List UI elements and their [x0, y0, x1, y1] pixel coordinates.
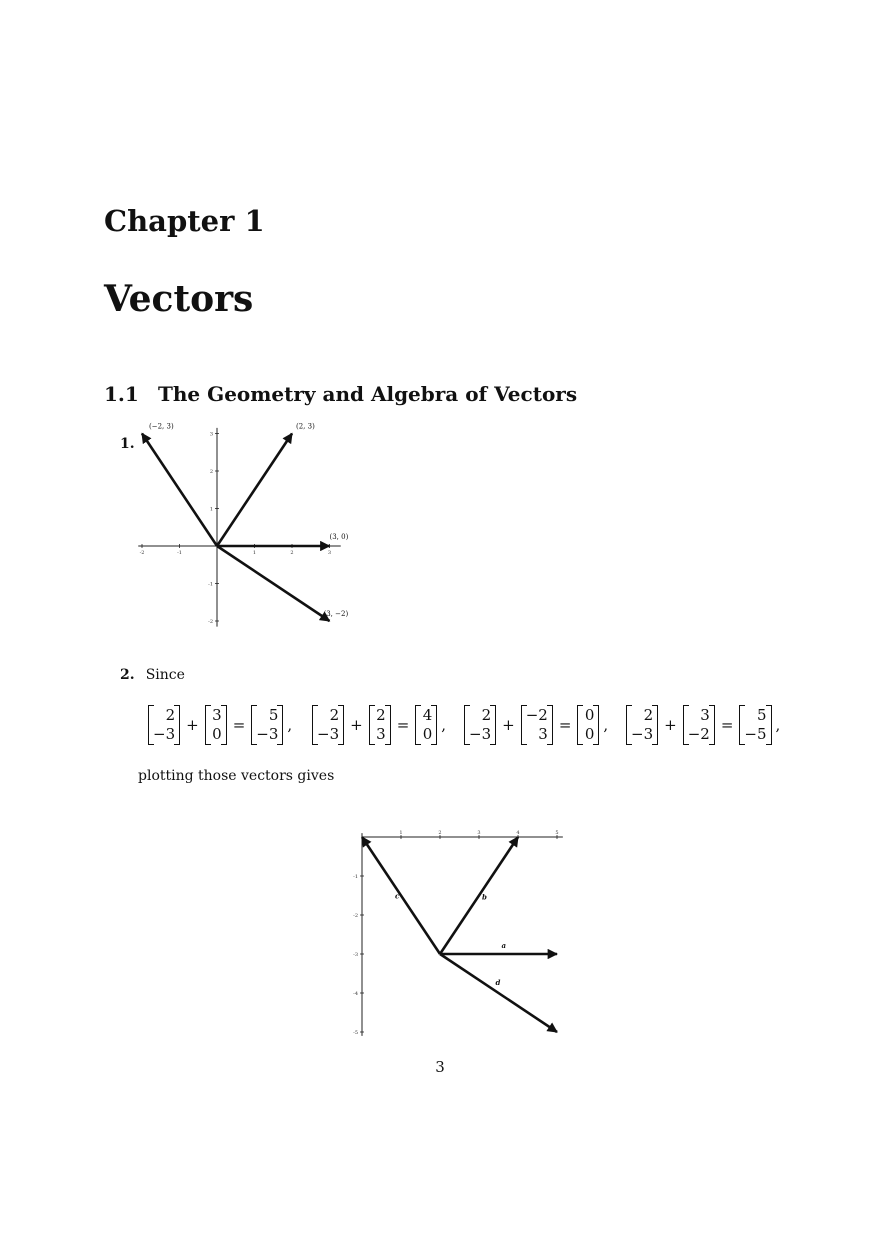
vector-arrow	[217, 434, 292, 547]
plus-sign: +	[502, 716, 515, 734]
exercise-2-intro-line	[120, 664, 185, 683]
vector-a: 2 −3	[312, 705, 344, 745]
exercise-1-chart	[130, 420, 360, 630]
plus-sign: +	[350, 716, 363, 734]
vector-arrow	[142, 431, 217, 547]
vector-arrow	[217, 546, 330, 621]
chapter-title: Vectors	[104, 278, 254, 320]
equation-1	[148, 700, 292, 750]
vector-label: c	[395, 891, 400, 901]
x-tick-label: 5	[555, 830, 559, 836]
comma: ,	[775, 716, 781, 734]
equation-4	[626, 700, 780, 750]
x-tick-label: 4	[516, 830, 520, 836]
vector-arrow	[440, 954, 557, 1032]
x-tick-label: 2	[438, 830, 442, 836]
y-tick-label: -2	[353, 913, 358, 919]
vector-arrow	[440, 837, 518, 954]
y-tick-label: -3	[353, 952, 358, 958]
chapter-heading: Chapter 1	[104, 204, 265, 238]
comma: ,	[603, 716, 609, 734]
vector-label: (−2, 3)	[149, 422, 174, 431]
x-tick-label: 3	[327, 550, 332, 556]
equals-sign: =	[558, 716, 572, 734]
equation-row	[144, 700, 844, 760]
exercise-2-chart	[340, 825, 570, 1040]
comma: ,	[441, 716, 447, 734]
vector-a: 2 −3	[626, 705, 658, 745]
equals-sign: =	[396, 716, 410, 734]
vector-sum: 0 0	[577, 705, 599, 745]
section-title: The Geometry and Algebra of Vectors	[158, 382, 578, 406]
x-tick-label: -1	[177, 550, 182, 556]
equation-3	[464, 700, 608, 750]
vector-sum: 5 −3	[251, 705, 283, 745]
y-tick-label: -2	[208, 619, 213, 625]
equation-2	[312, 700, 446, 750]
section-heading	[104, 382, 577, 406]
x-tick-label: 1	[399, 830, 403, 836]
vector-label: b	[482, 892, 487, 902]
y-tick-label: 1	[209, 506, 213, 513]
section-number: 1.1	[104, 382, 139, 406]
equals-sign: =	[232, 716, 246, 734]
vector-b: 2 3	[369, 705, 391, 745]
x-tick-label: 1	[252, 550, 257, 556]
vector-sum: 4 0	[415, 705, 437, 745]
vector-a: 2 −3	[464, 705, 496, 745]
x-tick-label: -2	[139, 550, 145, 556]
vector-b: 3 0	[205, 705, 227, 745]
vector-label: d	[495, 978, 501, 987]
vector-arrow	[362, 837, 440, 954]
exercise-1-label: 1.	[120, 436, 135, 452]
plus-sign: +	[664, 716, 677, 734]
vector-a: 2 −3	[148, 705, 180, 745]
exercise-2-outro: plotting those vectors gives	[138, 768, 335, 784]
y-tick-label: -5	[353, 1030, 358, 1036]
y-tick-label: 3	[209, 431, 213, 438]
vector-sum: 5 −5	[739, 705, 771, 745]
y-tick-label: 2	[209, 469, 213, 475]
y-tick-label: -1	[353, 874, 358, 880]
plus-sign: +	[186, 716, 199, 734]
vector-label: (2, 3)	[296, 422, 315, 431]
vector-b: −2 3	[521, 705, 553, 745]
y-tick-label: -1	[208, 581, 213, 588]
exercise-2-label: 2.	[120, 667, 135, 683]
x-tick-label: 2	[290, 550, 294, 556]
x-tick-label: 3	[477, 830, 481, 836]
vector-label: a	[501, 941, 507, 950]
equals-sign: =	[720, 716, 734, 734]
y-tick-label: -4	[353, 991, 358, 997]
vector-b: 3 −2	[683, 705, 715, 745]
comma: ,	[287, 716, 293, 734]
page-number: 3	[435, 1058, 445, 1076]
exercise-2-intro: Since	[145, 667, 185, 683]
vector-label: (3, 0)	[329, 533, 349, 541]
vector-label: (3, −2)	[323, 610, 349, 618]
